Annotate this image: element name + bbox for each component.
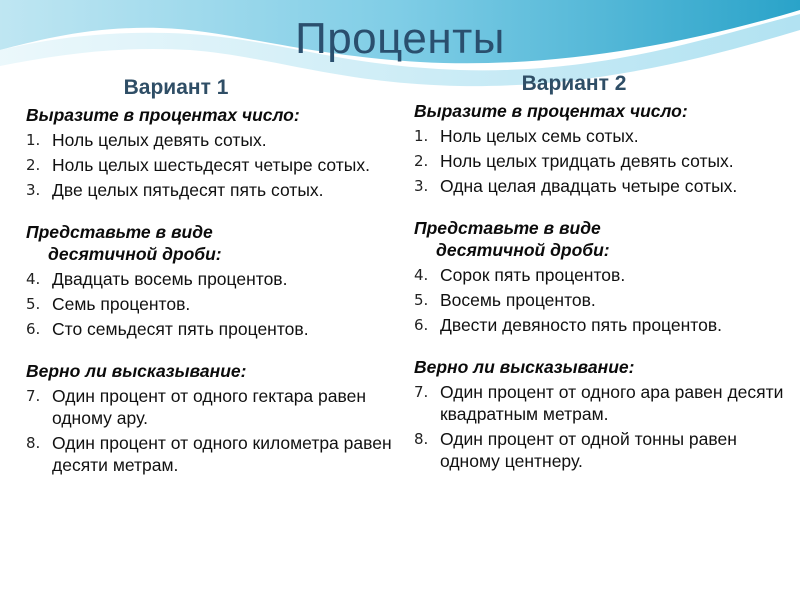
list-item: 2. Ноль целых шестьдесят четыре сотых. (26, 155, 370, 175)
section-heading: Верно ли высказывание: (26, 361, 247, 381)
list-item: 2. Ноль целых тридцать девять сотых. (414, 151, 734, 171)
list-item: 3. Две целых пятьдесят пять сотых. (26, 180, 324, 200)
variant-2-heading: Вариант 2 (521, 72, 627, 95)
list-item: 5. Восемь процентов. (414, 290, 596, 310)
list-item: 8. Один процент от одной тонны равен одному центнеру. (414, 429, 737, 471)
section-heading: Выразите в процентах число: (414, 101, 688, 121)
list-item: 4. Двадцать восемь процентов. (26, 269, 288, 289)
section-heading: Выразите в процентах число: (26, 105, 300, 125)
list-item: 1. Ноль целых девять сотых. (26, 130, 267, 150)
list-item: 7. Один процент от одного ара равен десяти квадратным метрам. (414, 382, 784, 424)
list-item: 5. Семь процентов. (26, 294, 191, 314)
variant-1-column (26, 70, 396, 476)
section-heading: Представьте в виде десятичной дроби: (414, 218, 610, 260)
section-heading: Верно ли высказывание: (414, 357, 635, 377)
page-title: Проценты (295, 14, 505, 63)
section-heading: Представьте в виде десятичной дроби: (26, 222, 222, 264)
list-item: 3. Одна целая двадцать четыре сотых. (414, 176, 738, 196)
list-item: 6. Сто семьдесят пять процентов. (26, 319, 309, 339)
list-item: 1. Ноль целых семь сотых. (414, 126, 639, 146)
list-item: 7. Один процент от одного гектара равен одному ару. (26, 386, 366, 428)
variant-1-heading: Вариант 1 (123, 76, 229, 99)
list-item: 4. Сорок пять процентов. (414, 265, 626, 285)
variant-2-column (414, 70, 794, 472)
list-item: 6. Двести девяносто пять процентов. (414, 315, 722, 335)
list-item: 8. Один процент от одного километра равен десяти метрам. (26, 433, 392, 475)
